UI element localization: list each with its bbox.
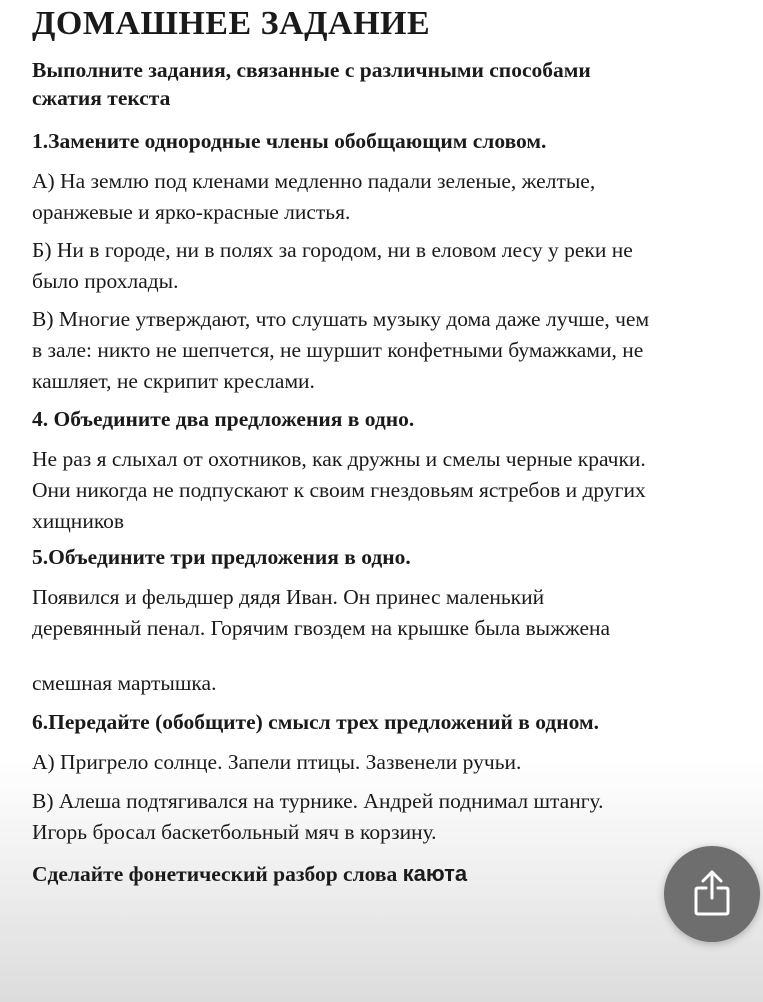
share-icon [692, 868, 732, 918]
task1-item-c [32, 304, 649, 397]
task6-heading: 6.Передайте (обобщите) смысл трех предложений в одном. [32, 710, 600, 734]
task6-item-b [32, 786, 604, 848]
intro-instruction [32, 56, 591, 112]
task1-heading: 1.Замените однородные члены обобщающим словом. [32, 129, 547, 153]
task4-heading: 4. Объедините два предложения в одно. [32, 407, 415, 431]
task1-c-line: в зале: никто не шепчется, не шуршит конфетными бумажками, не [32, 338, 644, 362]
task4-text [32, 444, 646, 537]
task4-line: Не раз я слыхал от охотников, как дружны и смелы черные крачки. [32, 447, 646, 471]
final-task [32, 860, 467, 888]
final-task-word: каюта [402, 861, 468, 886]
share-button[interactable] [664, 846, 760, 942]
task1-b-line: было прохлады. [32, 269, 179, 293]
task4-line: Они никогда не подпускают к своим гнездовьям ястребов и других [32, 478, 646, 502]
task1-a-line: оранжевые и ярко-красные листья. [32, 200, 351, 224]
task1-item-b [32, 235, 633, 297]
task1-a-line: А) На землю под кленами медленно падали зеленые, желтые, [32, 169, 596, 193]
task1-c-line: В) Многие утверждают, что слушать музыку дома даже лучше, чем [32, 307, 650, 331]
task5-text-tail: смешная мартышка. [32, 671, 217, 695]
task4-line: хищников [32, 509, 125, 533]
page-title: ДОМАШНЕЕ ЗАДАНИЕ [32, 5, 431, 42]
task1-item-a [32, 166, 595, 228]
intro-line: Выполните задания, связанные с различными способами [32, 58, 591, 82]
final-task-prefix: Сделайте фонетический разбор слова [32, 862, 403, 886]
task5-heading: 5.Объедините три предложения в одно. [32, 545, 411, 569]
task5-text [32, 582, 610, 644]
task1-b-line: Б) Ни в городе, ни в полях за городом, ни в еловом лесу у реки не [32, 238, 633, 262]
task5-line: Появился и фельдшер дядя Иван. Он принес маленький [32, 585, 545, 609]
task6-b-line: В) Алеша подтягивался на турнике. Андрей поднимал штангу. [32, 789, 604, 813]
intro-line: сжатия текста [32, 86, 171, 110]
task6-b-line: Игорь бросал баскетбольный мяч в корзину. [32, 820, 437, 844]
task1-c-line: кашляет, не скрипит креслами. [32, 369, 315, 393]
task5-line: деревянный пенал. Горячим гвоздем на крышке была выжжена [32, 616, 611, 640]
task6-item-a: А) Пригрело солнце. Запели птицы. Зазвенели ручьи. [32, 750, 522, 774]
